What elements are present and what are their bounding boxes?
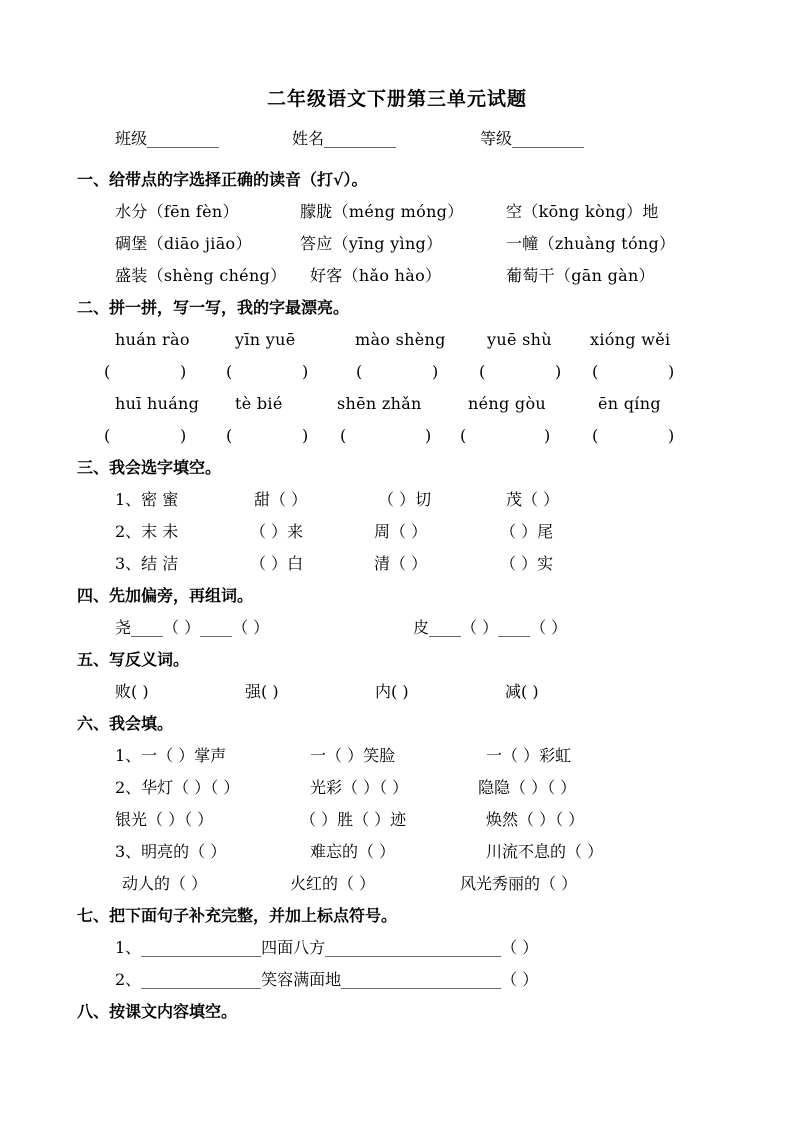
answer-paren-open[interactable]: (	[104, 362, 111, 381]
answer-paren-close: )	[180, 362, 187, 381]
section-8-heading: 八、按课文内容填空。	[77, 1002, 238, 1021]
s5-item[interactable]: 内( )	[375, 682, 409, 701]
s2-pinyin: tè bié	[235, 394, 283, 413]
answer-paren-close: )	[302, 426, 309, 445]
s6-row-4	[0, 840, 794, 864]
s2-pinyin: néng gòu	[468, 394, 546, 413]
s5-item[interactable]: 败( )	[115, 682, 149, 701]
s6-row-3	[0, 808, 794, 832]
section-7-heading: 七、把下面句子补充完整，并加上标点符号。	[77, 906, 398, 925]
section-2-heading: 二、拼一拼，写一写，我的字最漂亮。	[77, 298, 350, 317]
s1-row-2	[0, 232, 794, 256]
s3-label: 1、密 蜜	[115, 490, 179, 509]
s3-blank[interactable]: （ ）尾	[500, 522, 554, 541]
section-4-heading: 四、先加偏旁，再组词。	[77, 586, 254, 605]
s3-row-2	[0, 520, 794, 544]
s7-row-1	[0, 936, 794, 960]
section-5-heading: 五、写反义词。	[77, 650, 190, 669]
s2-answer-row-1	[0, 360, 794, 384]
s2-pinyin: yīn yuē	[235, 330, 296, 349]
s3-blank[interactable]: （ ）实	[500, 554, 554, 573]
s6-row-2	[0, 776, 794, 800]
s7-row-2	[0, 968, 794, 992]
s5-item[interactable]: 强( )	[245, 682, 279, 701]
s2-answer-row-2	[0, 424, 794, 448]
s6-row-5	[0, 872, 794, 896]
answer-paren-close: )	[668, 426, 675, 445]
class-field[interactable]: 班级_________	[115, 129, 220, 148]
s2-pinyin: ēn qíng	[598, 394, 661, 413]
s6-item[interactable]: （ ）胜（ ）迹	[300, 810, 407, 829]
answer-paren-open[interactable]: (	[226, 426, 233, 445]
answer-paren-open[interactable]: (	[592, 362, 599, 381]
s1-item: 一幢（zhuàng tóng）	[506, 234, 676, 253]
s7-sentence[interactable]: 2、_______________笑容满面地____________________（ ）	[115, 970, 539, 989]
s3-blank[interactable]: （ ）切	[378, 490, 432, 509]
s6-item[interactable]: 焕然（ ）（ ）	[486, 810, 585, 829]
s3-row-3	[0, 552, 794, 576]
s6-item[interactable]: 1、一（ ）掌声	[115, 746, 227, 765]
s3-label: 2、末 未	[115, 522, 179, 541]
s6-item[interactable]: 隐隐（ ）（ ）	[478, 778, 577, 797]
s4-row	[0, 616, 794, 640]
answer-paren-open[interactable]: (	[104, 426, 111, 445]
answer-paren-open[interactable]: (	[592, 426, 599, 445]
s1-item: 葡萄干（gān gàn）	[506, 266, 655, 285]
s6-item[interactable]: 银光（ ）（ ）	[115, 810, 214, 829]
answer-paren-close: )	[432, 362, 439, 381]
s6-item[interactable]: 光彩（ ）（ ）	[310, 778, 409, 797]
s3-row-1	[0, 488, 794, 512]
answer-paren-close: )	[668, 362, 675, 381]
s7-sentence[interactable]: 1、_______________四面八方______________________（ ）	[115, 938, 539, 957]
s6-item[interactable]: 2、华灯（ ）（ ）	[115, 778, 240, 797]
s2-pinyin: huī huáng	[115, 394, 200, 413]
s3-blank[interactable]: 清（ ）	[374, 554, 428, 573]
answer-paren-open[interactable]: (	[479, 362, 486, 381]
info-row	[0, 127, 794, 151]
answer-paren-close: )	[544, 426, 551, 445]
answer-paren-close: )	[555, 362, 562, 381]
section-3-heading: 三、我会选字填空。	[77, 458, 222, 477]
s4-item[interactable]: 尧____（ ）____（ ）	[115, 618, 270, 637]
answer-paren-close: )	[180, 426, 187, 445]
s3-blank[interactable]: （ ）来	[250, 522, 304, 541]
s6-item[interactable]: 火红的（ ）	[290, 874, 376, 893]
s6-item[interactable]: 难忘的（ ）	[310, 842, 396, 861]
s1-item: 空（kōng kòng）地	[506, 202, 659, 221]
s6-item[interactable]: 一（ ）彩虹	[486, 746, 572, 765]
answer-paren-close: )	[425, 426, 432, 445]
page-title: 二年级语文下册第三单元试题	[266, 88, 527, 110]
s6-item[interactable]: 一（ ）笑脸	[310, 746, 396, 765]
answer-paren-open[interactable]: (	[226, 362, 233, 381]
s6-row-1	[0, 744, 794, 768]
s3-blank[interactable]: （ ）白	[250, 554, 304, 573]
s6-item[interactable]: 3、明亮的（ ）	[115, 842, 227, 861]
s3-blank[interactable]: 茂（ ）	[506, 490, 560, 509]
s5-item[interactable]: 减( )	[505, 682, 539, 701]
grade-field[interactable]: 等级_________	[480, 129, 585, 148]
s4-item[interactable]: 皮____（ ）____（ ）	[413, 618, 568, 637]
s1-row-3	[0, 264, 794, 288]
s1-item: 朦胧（méng móng）	[300, 202, 464, 221]
s2-pinyin: huán rào	[115, 330, 190, 349]
s1-item: 答应（yīng yìng）	[300, 234, 443, 253]
answer-paren-open[interactable]: (	[340, 426, 347, 445]
section-1-heading: 一、给带点的字选择正确的读音（打√）。	[77, 170, 368, 189]
s6-item[interactable]: 川流不息的（ ）	[486, 842, 604, 861]
s1-item: 水分（fēn fèn）	[115, 202, 239, 221]
s2-pinyin-row-2	[0, 392, 794, 416]
s2-pinyin-row-1	[0, 328, 794, 352]
answer-paren-open[interactable]: (	[356, 362, 363, 381]
s3-blank[interactable]: 周（ ）	[374, 522, 428, 541]
s2-pinyin: shēn zhǎn	[337, 394, 422, 413]
s1-row-1	[0, 200, 794, 224]
answer-paren-open[interactable]: (	[460, 426, 467, 445]
s1-item: 盛装（shèng chéng）	[115, 266, 287, 285]
s3-blank[interactable]: 甜（ ）	[254, 490, 308, 509]
section-6-heading: 六、我会填。	[77, 714, 174, 733]
s1-item: 好客（hǎo hào）	[310, 266, 442, 285]
s2-pinyin: yuē shù	[487, 330, 552, 349]
s6-item[interactable]: 动人的（ ）	[122, 874, 208, 893]
s1-item: 碉堡（diāo jiāo）	[115, 234, 252, 253]
answer-paren-close: )	[302, 362, 309, 381]
s2-pinyin: mào shèng	[355, 330, 446, 349]
name-field[interactable]: 姓名_________	[292, 129, 397, 148]
s5-row	[0, 680, 794, 704]
s6-item[interactable]: 风光秀丽的（ ）	[460, 874, 578, 893]
s2-pinyin: xióng wěi	[590, 330, 671, 349]
s3-label: 3、结 洁	[115, 554, 179, 573]
